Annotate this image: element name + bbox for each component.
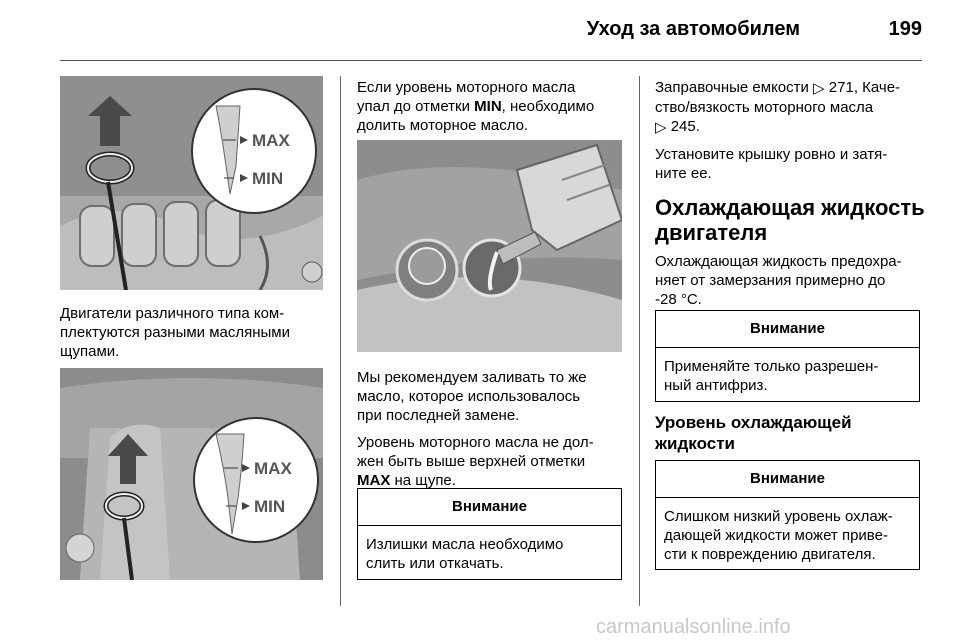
notice-title: Внимание [358,489,621,526]
reference-link-capacities[interactable]: 271 [828,79,854,96]
reference-link-oil-quality[interactable]: 245 [670,118,696,135]
caption-dipstick-types: Двигатели различного типа ком- плектуются разными масляными щупами. [60,305,291,360]
paragraph-capacities: Заправочные емкости ▷ 271, Каче- ство/вязкость моторного масла ▷ 245. [655,79,901,136]
paragraph-add-oil: Если уровень моторного масла упал до отметки MIN, необходимо долить моторное масло. [357,79,595,134]
subheading-coolant-level: Уровень охлаждающей жидкости [655,413,852,453]
notice-body: Слишком низкий уровень охлаж- дающей жидкости может приве- сти к повреждению двигателя. [664,508,893,563]
column-divider-1 [340,76,341,606]
paragraph-recommend-oil: Мы рекомендуем заливать то же масло, которое использовалось при последней замене. [357,369,587,424]
max-mark-label-1: MAX [252,131,290,150]
oil-filling-illustration [357,140,622,352]
notice-antifreeze [655,310,920,402]
page-number: 199 [888,18,922,40]
notice-body: Применяйте только разрешен- ный антифриз. [664,358,879,394]
notice-body: Излишки масла необходимо слить или откачать. [366,536,564,572]
min-mark-label-2: MIN [254,497,286,516]
column-divider-2 [639,76,640,606]
column2-text [357,368,627,498]
notice-title: Внимание [656,311,919,348]
page-reference-icon: ▷ [813,80,825,97]
dipstick-illustration-2 [60,368,323,580]
section-heading-coolant: Охлаждающая жидкость двигателя [655,195,925,245]
paragraph-max-level: Уровень моторного масла не дол- жен быть выше верхней отметки MAX на щупе. [357,434,594,489]
paragraph-cap: Установите крышку ровно и затя- ните ее. [655,146,888,182]
notice-excess-oil [357,488,622,580]
column3-text [655,78,920,191]
max-term: MAX [357,472,391,489]
notice-title: Внимание [656,461,919,498]
min-mark-label-1: MIN [252,169,284,188]
min-term: MIN [474,98,502,115]
running-header-title: Уход за автомобилем [586,18,800,40]
notice-low-coolant [655,460,920,570]
dipstick-illustration-1 [60,76,323,290]
page-reference-icon: ▷ [655,119,667,136]
header-rule [60,60,922,61]
max-mark-label-2: MAX [254,459,292,478]
watermark: carmanualsonline.info [596,616,791,638]
paragraph-coolant-protection: Охлаждающая жидкость предохра- няет от замерзания примерно до -28 °C. [655,253,902,308]
